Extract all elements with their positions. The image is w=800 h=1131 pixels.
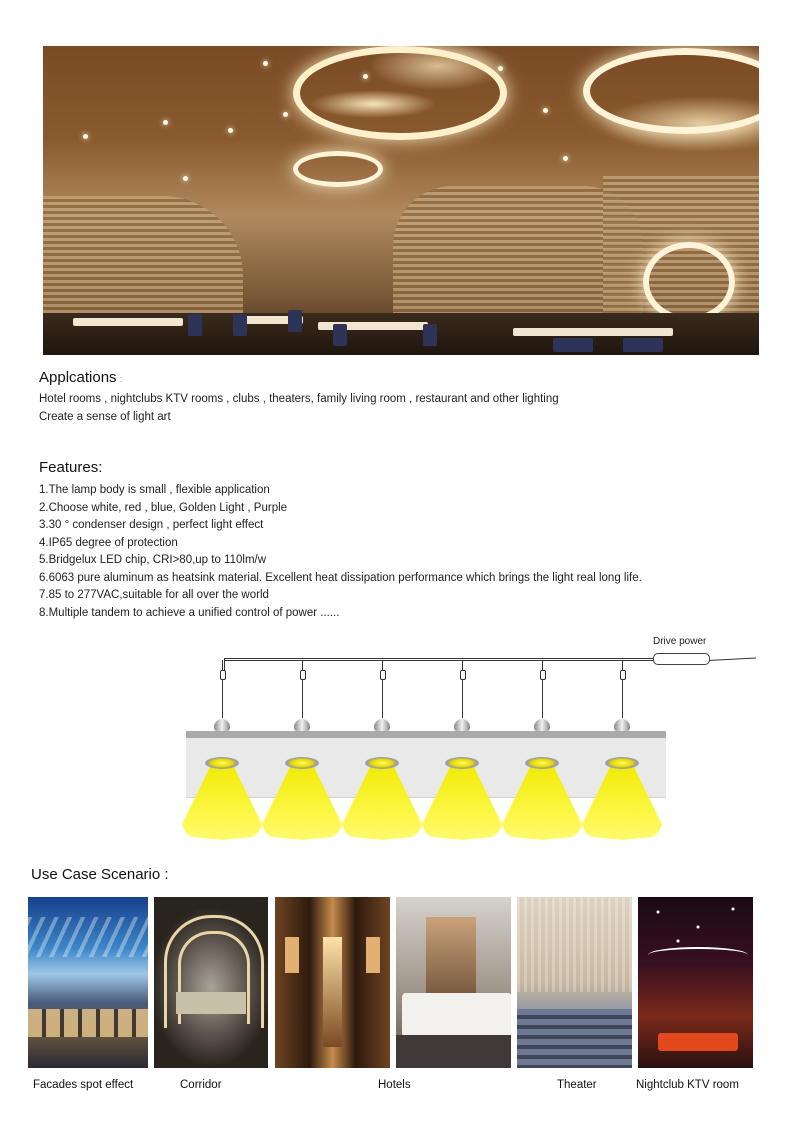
caption-corridor: Corridor [180,1079,222,1091]
feature-item: 5.Bridgelux LED chip, CRI>80,up to 110lm/w [39,554,267,566]
drive-power-box [653,653,710,665]
hero-restaurant-photo [43,46,759,355]
lamp-face-icon [605,757,639,769]
connector-icon [380,670,386,680]
lamp-body-icon [374,719,390,731]
lamp-body-icon [534,719,550,731]
lamp-drop-wire [622,660,623,718]
applications-heading: Applcations : [39,369,123,386]
connector-icon [220,670,226,680]
corridor-photo [154,897,268,1068]
caption-facades: Facades spot effect [33,1079,134,1091]
features-heading: Features: [39,459,103,476]
feature-item: 1.The lamp body is small , flexible application [39,484,270,496]
hotel-room-photo [396,897,511,1068]
feature-item: 6.6063 pure aluminum as heatsink material. Excellent heat dissipation performance which brings the light real long life. [39,571,642,584]
applications-line-1: Hotel rooms , nightclubs KTV rooms , clubs , theaters, family living room , restaurant and other lighting [39,393,559,405]
bus-wire-lower [224,660,654,661]
caption-nightclub: Nightclub KTV room [636,1079,739,1091]
feature-item: 4.IP65 degree of protection [39,536,178,549]
connector-icon [620,670,626,680]
ceiling-panel [186,731,666,798]
feature-item: 2.Choose white, red , blue, Golden Light , Purple [39,501,288,514]
lamp-drop-wire [222,660,223,718]
lamp-body-icon [214,719,230,731]
wiring-diagram [180,632,760,842]
facades-photo [28,897,148,1068]
use-case-heading: Use Case Scenario : [31,866,169,883]
lamp-drop-wire [382,660,383,718]
supply-wire [708,657,756,661]
applications-line-2: Create a sense of light art [39,411,171,423]
feature-item: 8.Multiple tandem to achieve a unified control of power ...... [39,606,340,619]
drive-power-label: Drive power [653,636,707,647]
lamp-body-icon [294,719,310,731]
bus-wire [224,658,654,659]
feature-item: 3.30 ° condenser design , perfect light effect [39,519,264,531]
lamp-face-icon [525,757,559,769]
caption-theater: Theater [557,1079,597,1091]
lamp-body-icon [454,719,470,731]
lamp-body-icon [614,719,630,731]
caption-hotels: Hotels [378,1079,411,1091]
connector-icon [460,670,466,680]
features-list [39,482,642,622]
lamp-face-icon [285,757,319,769]
connector-icon [540,670,546,680]
lamp-drop-wire [302,660,303,718]
connector-icon [300,670,306,680]
lamp-drop-wire [542,660,543,718]
lamp-face-icon [205,757,239,769]
theater-photo [517,897,632,1068]
feature-item: 7.85 to 277VAC,suitable for all over the world [39,589,269,601]
nightclub-photo [638,897,753,1068]
lamp-face-icon [445,757,479,769]
lamp-drop-wire [462,660,463,718]
lamp-face-icon [365,757,399,769]
hotels-photo [275,897,390,1068]
